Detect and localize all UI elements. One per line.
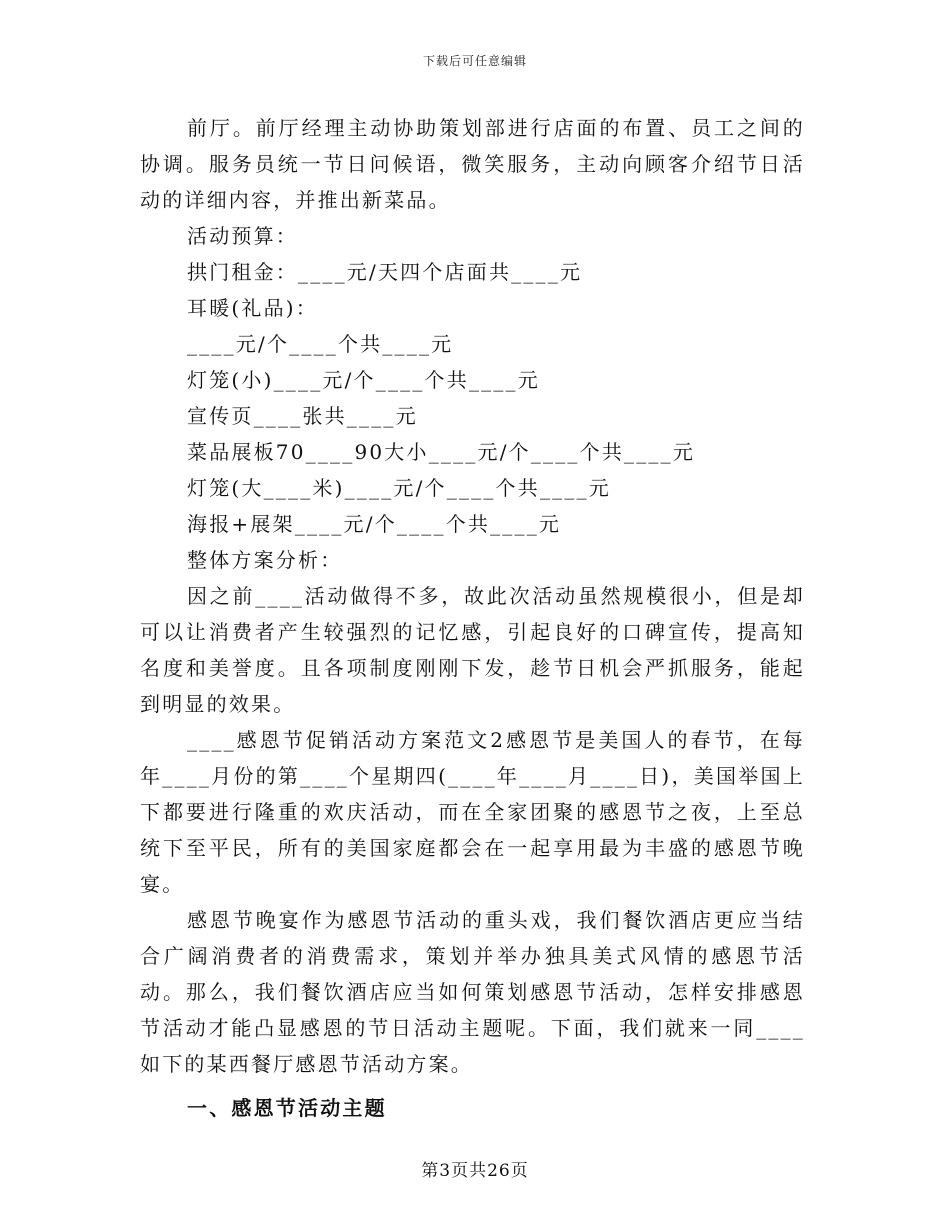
budget-item-menu-board: 菜品展板70____90大小____元/个____个共____元 <box>187 440 696 464</box>
budget-item-flyer: 宣传页____张共____元 <box>187 404 418 428</box>
paragraph-thanksgiving-intro: ____感恩节促销活动方案范文2感恩节是美国人的春节，在每年____月份的第____个星期四(____年____月____日)，美国举国上下都要进行隆重的欢庆活动，而在全家团聚的感恩节之夜，上至总统下至平民，所有的美国家庭都会在一起享用最为丰盛的感恩节晚宴。 <box>140 728 805 896</box>
budget-item-small-lantern: 灯笼(小)____元/个____个共____元 <box>187 368 540 392</box>
document-body <box>140 110 805 1126</box>
budget-item-large-lantern: 灯笼(大____米)____元/个____个共____元 <box>187 476 611 500</box>
page-header: 下载后可任意编辑 <box>422 54 527 68</box>
paragraph-front-hall: 前厅。前厅经理主动协助策划部进行店面的布置、员工之间的协调。服务员统一节日问候语，微笑服务，主动向顾客介绍节日活动的详细内容，并推出新菜品。 <box>140 116 805 212</box>
section-heading-theme: 一、感恩节活动主题 <box>187 1096 387 1120</box>
page-footer: 第3页共26页 <box>421 1161 529 1181</box>
budget-item-ear-warmer-cost: ____元/个____个共____元 <box>187 332 454 356</box>
analysis-heading: 整体方案分析： <box>187 548 343 572</box>
budget-item-arch-rent: 拱门租金：____元/天四个店面共____元 <box>187 260 583 284</box>
budget-item-ear-warmer: 耳暖(礼品)： <box>187 296 319 320</box>
paragraph-thanksgiving-dinner: 感恩节晚宴作为感恩节活动的重头戏，我们餐饮酒店更应当结合广阔消费者的消费需求，策划并举办独具美式风情的感恩节活动。那么，我们餐饮酒店应当如何策划感恩节活动，怎样安排感恩节活动才能凸显感恩的节日活动主题呢。下面，我们就来一同____如下的某西餐厅感恩节活动方案。 <box>140 908 805 1076</box>
paragraph-analysis: 因之前____活动做得不多，故此次活动虽然规模很小，但是却可以让消费者产生较强烈的记忆感，引起良好的口碑宣传，提高知名度和美誉度。且各项制度刚刚下发，趁节日机会严抓服务，能起到明显的效果。 <box>140 584 805 716</box>
budget-heading: 活动预算： <box>187 224 298 248</box>
budget-item-poster-stand: 海报+展架____元/个____个共____元 <box>187 512 562 536</box>
